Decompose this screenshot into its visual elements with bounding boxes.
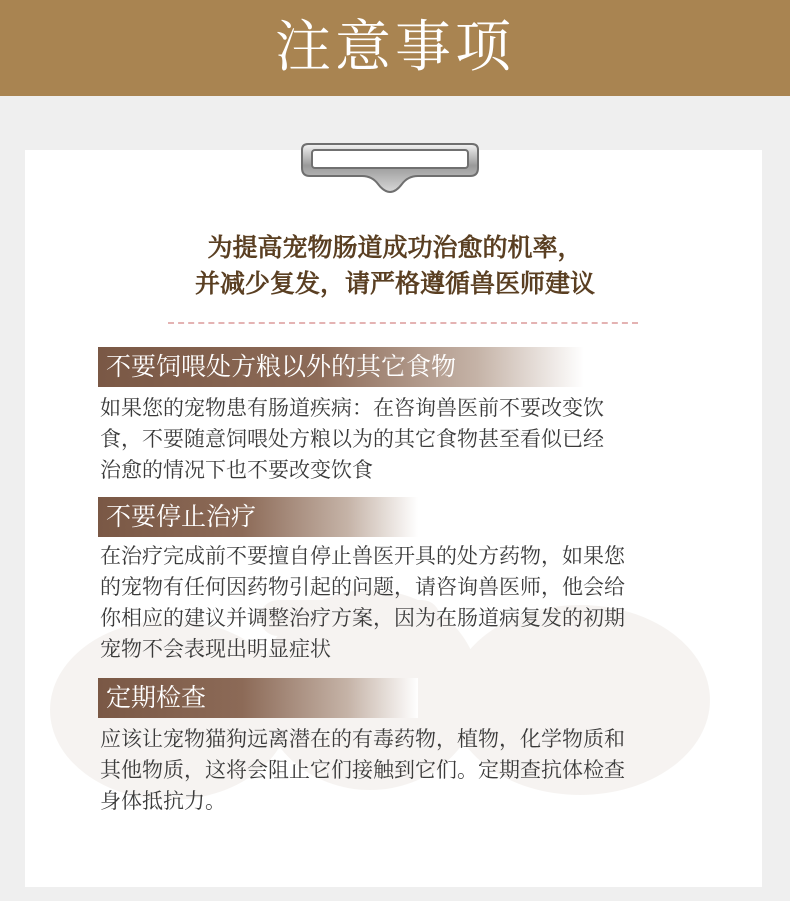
body-line: 身体抵抗力。 [100, 789, 226, 813]
body-line: 的宠物有任何因药物引起的问题，请咨询兽医师，他会给 [100, 575, 625, 599]
intro-text [0, 230, 790, 302]
section-heading-checkup: 定期检查 [98, 678, 418, 718]
body-line: 应该让宠物猫狗远离潜在的有毒药物，植物，化学物质和 [100, 727, 625, 751]
intro-line: 并减少复发，请严格遵循兽医师建议 [194, 269, 595, 298]
section-body-checkup [100, 724, 710, 817]
section-heading-treatment: 不要停止治疗 [98, 497, 418, 537]
page-title: 注意事项 [275, 15, 515, 80]
section-body-diet [100, 393, 710, 486]
clipboard-clip-icon [298, 138, 482, 194]
body-line: 如果您的宠物患有肠道疾病：在咨询兽医前不要改变饮 [100, 396, 604, 420]
body-line: 食，不要随意饲喂处方粮以为的其它食物甚至看似已经 [100, 427, 604, 451]
dashed-divider [168, 322, 638, 324]
section-body-treatment [100, 541, 710, 665]
body-line: 你相应的建议并调整治疗方案，因为在肠道病复发的初期 [100, 606, 625, 630]
body-line: 宠物不会表现出明显症状 [100, 637, 331, 661]
body-line: 治愈的情况下也不要改变饮食 [100, 458, 373, 482]
body-line: 在治疗完成前不要擅自停止兽医开具的处方药物，如果您 [100, 544, 625, 568]
body-line: 其他物质，这将会阻止它们接触到它们。定期查抗体检查 [100, 758, 625, 782]
section-heading-diet: 不要饲喂处方粮以外的其它食物 [98, 347, 584, 387]
intro-line: 为提高宠物肠道成功治愈的机率， [207, 233, 583, 262]
